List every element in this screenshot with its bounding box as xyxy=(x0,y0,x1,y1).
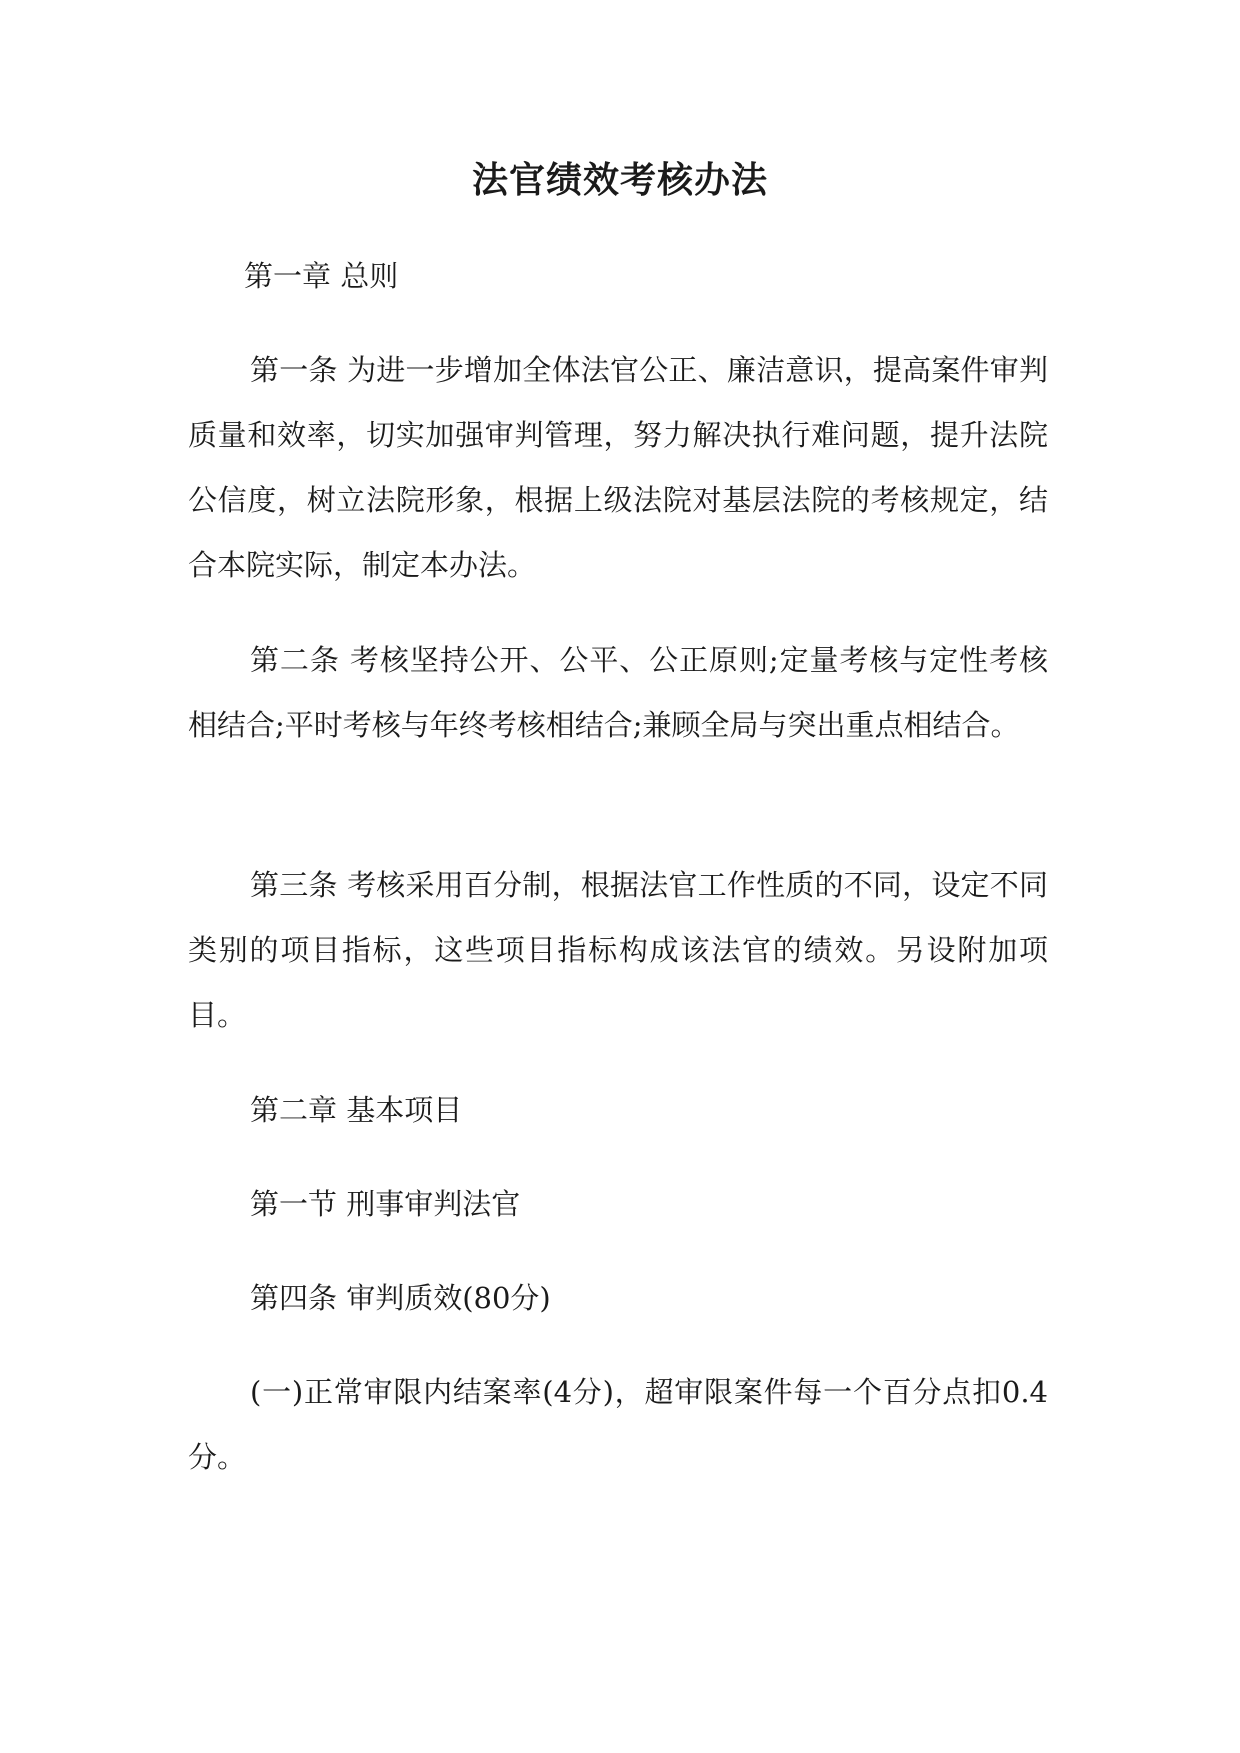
chapter-heading: 第一章 总则 xyxy=(244,259,399,293)
list-item-paragraph: (一)正常审限内结案率(4分)，超审限案件每一个百分点扣0.4分。 xyxy=(188,1375,1048,1474)
article-paragraph: 第三条 考核采用百分制，根据法官工作性质的不同，设定不同类别的项目指标，这些项目指标构成该法官的绩效。另设附加项目。 xyxy=(188,868,1048,1032)
article-paragraph: 第一条 为进一步增加全体法官公正、廉洁意识，提高案件审判质量和效率，切实加强审判管理，努力解决执行难问题，提升法院公信度，树立法院形象，根据上级法院对基层法院的考核规定，结合本院实际，制定本办法。 xyxy=(188,353,1048,582)
article-paragraph: 第四条 审判质效(80分) xyxy=(250,1281,551,1315)
chapter-heading: 第二章 基本项目 xyxy=(250,1093,463,1127)
document-title: 法官绩效考核办法 xyxy=(471,159,768,201)
section-heading: 第一节 刑事审判法官 xyxy=(250,1187,521,1221)
article-paragraph: 第二条 考核坚持公开、公平、公正原则;定量考核与定性考核相结合;平时考核与年终考核相结合;兼顾全局与突出重点相结合。 xyxy=(188,643,1048,742)
